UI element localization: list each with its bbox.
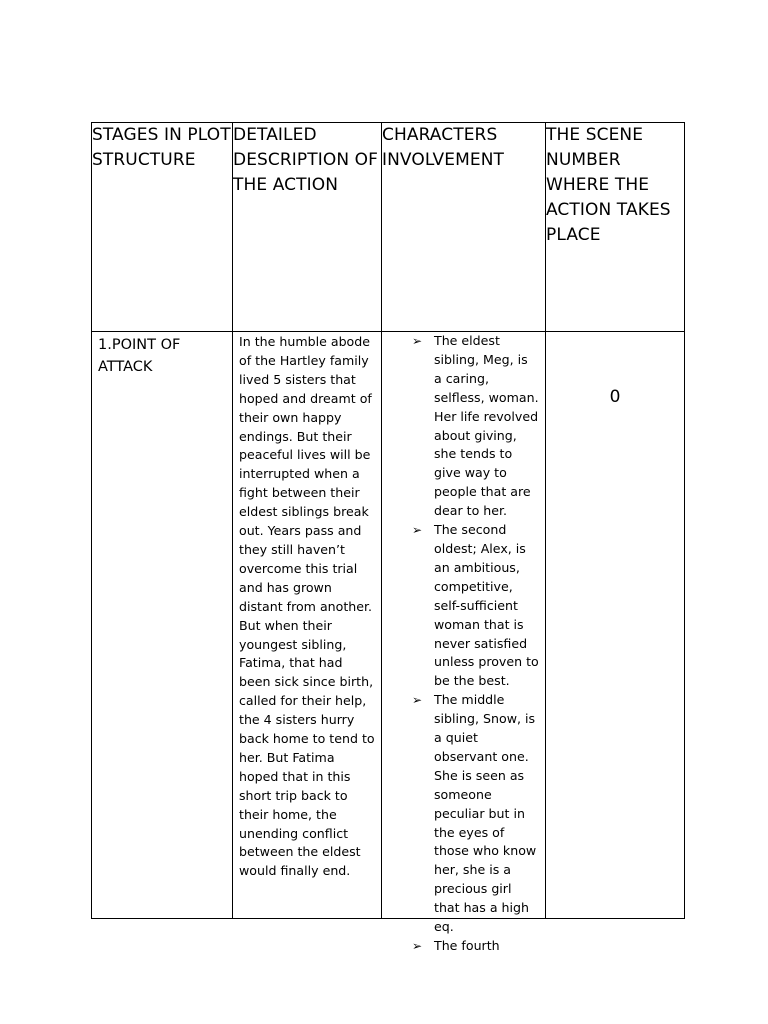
characters-list: [382, 332, 545, 956]
header-characters: CHARACTERS INVOLVEMENT: [382, 123, 546, 332]
character-text: The fourth: [434, 938, 500, 953]
arrow-bullet-icon: ➢: [412, 523, 423, 538]
character-text: The middle sibling, Snow, is a quiet observant one. She is seen as someone peculiar but in the eyes of those who know her, she is a precious girl that has a high eq.: [434, 692, 537, 935]
scene-cell: [546, 332, 685, 919]
arrow-bullet-icon: ➢: [412, 334, 423, 348]
arrow-bullet-icon: ➢: [412, 939, 423, 953]
characters-clip: [382, 332, 545, 953]
arrow-bullet-icon: ➢: [412, 693, 423, 708]
character-item: [382, 937, 539, 956]
characters-cell: [382, 332, 546, 953]
character-item: [382, 521, 539, 691]
table-header-row: [92, 123, 685, 332]
header-scene-number: THE SCENE NUMBER WHERE THE ACTION TAKES PLACE: [546, 123, 685, 332]
action-description: In the humble abode of the Hartley family lived 5 sisters that hoped and dreamt of their own happy endings. But their peaceful lives will be interrupted when a fight between their eldest siblings break out. Years pass and they still haven’t overcome this trial and has grown distant from another. But when their youngest sibling, Fatima, that had been sick since birth, called for their help, the 4 sisters hurry back home to tend to her. But Fatima hoped that in this short trip back to their home, the unending conflict between the eldest would finally end.: [239, 334, 375, 879]
character-item: [382, 691, 539, 937]
character-text: The eldest sibling, Meg, is a caring, selfless, woman. Her life revolved about giving, she tends to give way to people that are dear to her.: [434, 333, 539, 519]
stage-cell: [92, 332, 233, 919]
scene-number: 0: [609, 387, 621, 407]
header-stages: STAGES IN PLOT STRUCTURE: [92, 123, 233, 332]
stage-label: 1.POINT OF ATTACK: [98, 337, 181, 375]
character-item: [382, 332, 539, 521]
plot-structure-table: [91, 122, 685, 953]
table-row: [92, 332, 685, 919]
description-cell: [233, 332, 382, 919]
header-description: DETAILED DESCRIPTION OF THE ACTION: [233, 123, 382, 332]
character-text: The second oldest; Alex, is an ambitious, competitive, self-sufficient woman that is never satisfied unless proven to be the best.: [434, 522, 539, 689]
